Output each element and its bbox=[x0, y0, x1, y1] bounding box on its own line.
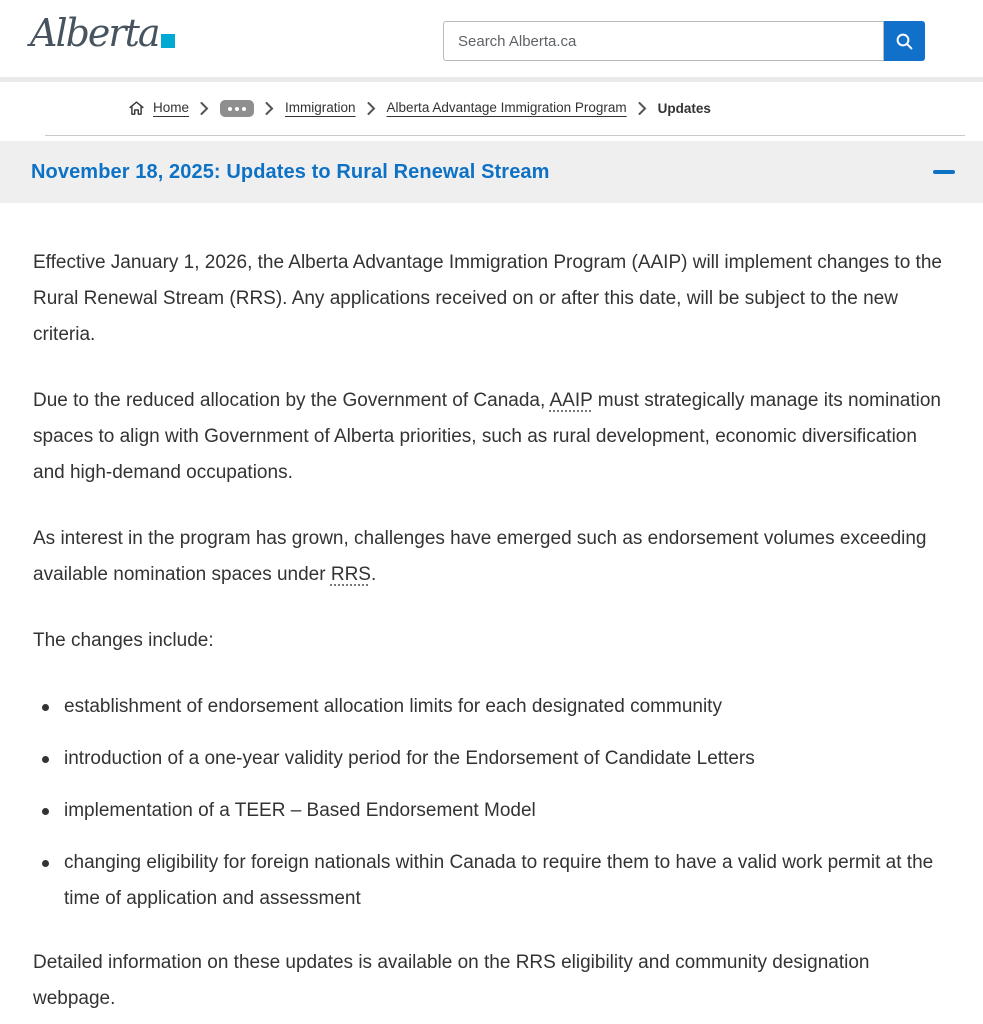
chevron-right-icon bbox=[200, 102, 209, 115]
site-header bbox=[0, 0, 983, 82]
list-item-work-permit: changing eligibility for foreign nationals within Canada to require them to have a valid work permit at the time of application and assessment bbox=[33, 845, 945, 917]
ellipsis-icon bbox=[235, 107, 239, 111]
list-item-validity-period: introduction of a one-year validity period for the Endorsement of Candidate Letters bbox=[33, 741, 945, 777]
breadcrumb-link-home[interactable]: Home bbox=[153, 100, 190, 116]
chevron-right-icon bbox=[367, 102, 376, 115]
search-button[interactable] bbox=[884, 21, 925, 61]
paragraph-program-interest bbox=[33, 521, 945, 593]
article-content bbox=[0, 203, 983, 1017]
breadcrumb bbox=[128, 100, 711, 117]
ellipsis-icon bbox=[242, 107, 246, 111]
list-item-teer-model: implementation of a TEER – Based Endorsement Model bbox=[33, 793, 945, 829]
breadcrumb-current-updates: Updates bbox=[657, 101, 711, 116]
breadcrumb-bar bbox=[0, 82, 983, 135]
search-input[interactable] bbox=[443, 21, 884, 61]
alberta-logo[interactable] bbox=[30, 11, 175, 55]
text-run: . bbox=[370, 564, 377, 585]
collapse-minus-icon[interactable] bbox=[933, 170, 955, 174]
changes-list bbox=[33, 689, 945, 917]
abbr-rrs: RRS bbox=[330, 564, 371, 585]
search-form bbox=[443, 21, 925, 61]
divider bbox=[45, 135, 965, 136]
breadcrumb-link-alberta-advantage-immigration-program[interactable]: Alberta Advantage Immigration Program bbox=[386, 100, 627, 116]
alberta-logo-text: Alberta bbox=[30, 11, 159, 55]
chevron-right-icon bbox=[638, 102, 647, 115]
accordion-title: November 18, 2025: Updates to Rural Renewal Stream bbox=[31, 160, 550, 183]
search-icon bbox=[895, 32, 914, 51]
paragraph-closing: Detailed information on these updates is available on the RRS eligibility and community designation webpage. bbox=[33, 952, 870, 1009]
home-icon[interactable] bbox=[128, 100, 145, 117]
accordion-header[interactable] bbox=[0, 141, 983, 203]
chevron-right-icon bbox=[265, 102, 274, 115]
text-run: As interest in the program has grown, challenges have emerged such as endorsement volumes exceeding available nomination spaces under bbox=[33, 528, 927, 585]
paragraph-effective-date: Effective January 1, 2026, the Alberta Advantage Immigration Program (AAIP) will implement changes to the Rural Renewal Stream (RRS). Any applications received on or after this date, will be subject to the new criteria. bbox=[33, 252, 942, 345]
list-intro: The changes include: bbox=[33, 630, 214, 651]
text-run: must strategically manage its nomination spaces to align with Government of Alberta priorities, such as rural development, economic diversification and high-demand occupations. bbox=[33, 390, 941, 483]
paragraph-reduced-allocation bbox=[33, 383, 945, 491]
list-item-allocation-limits: establishment of endorsement allocation limits for each designated community bbox=[33, 689, 945, 725]
ellipsis-icon bbox=[228, 107, 232, 111]
breadcrumb-link-immigration[interactable]: Immigration bbox=[285, 100, 356, 116]
breadcrumb-ellipsis-button[interactable] bbox=[220, 100, 254, 117]
text-run: Due to the reduced allocation by the Government of Canada, bbox=[33, 390, 550, 411]
alberta-logo-square-icon bbox=[161, 34, 175, 48]
abbr-aaip: AAIP bbox=[549, 390, 593, 411]
